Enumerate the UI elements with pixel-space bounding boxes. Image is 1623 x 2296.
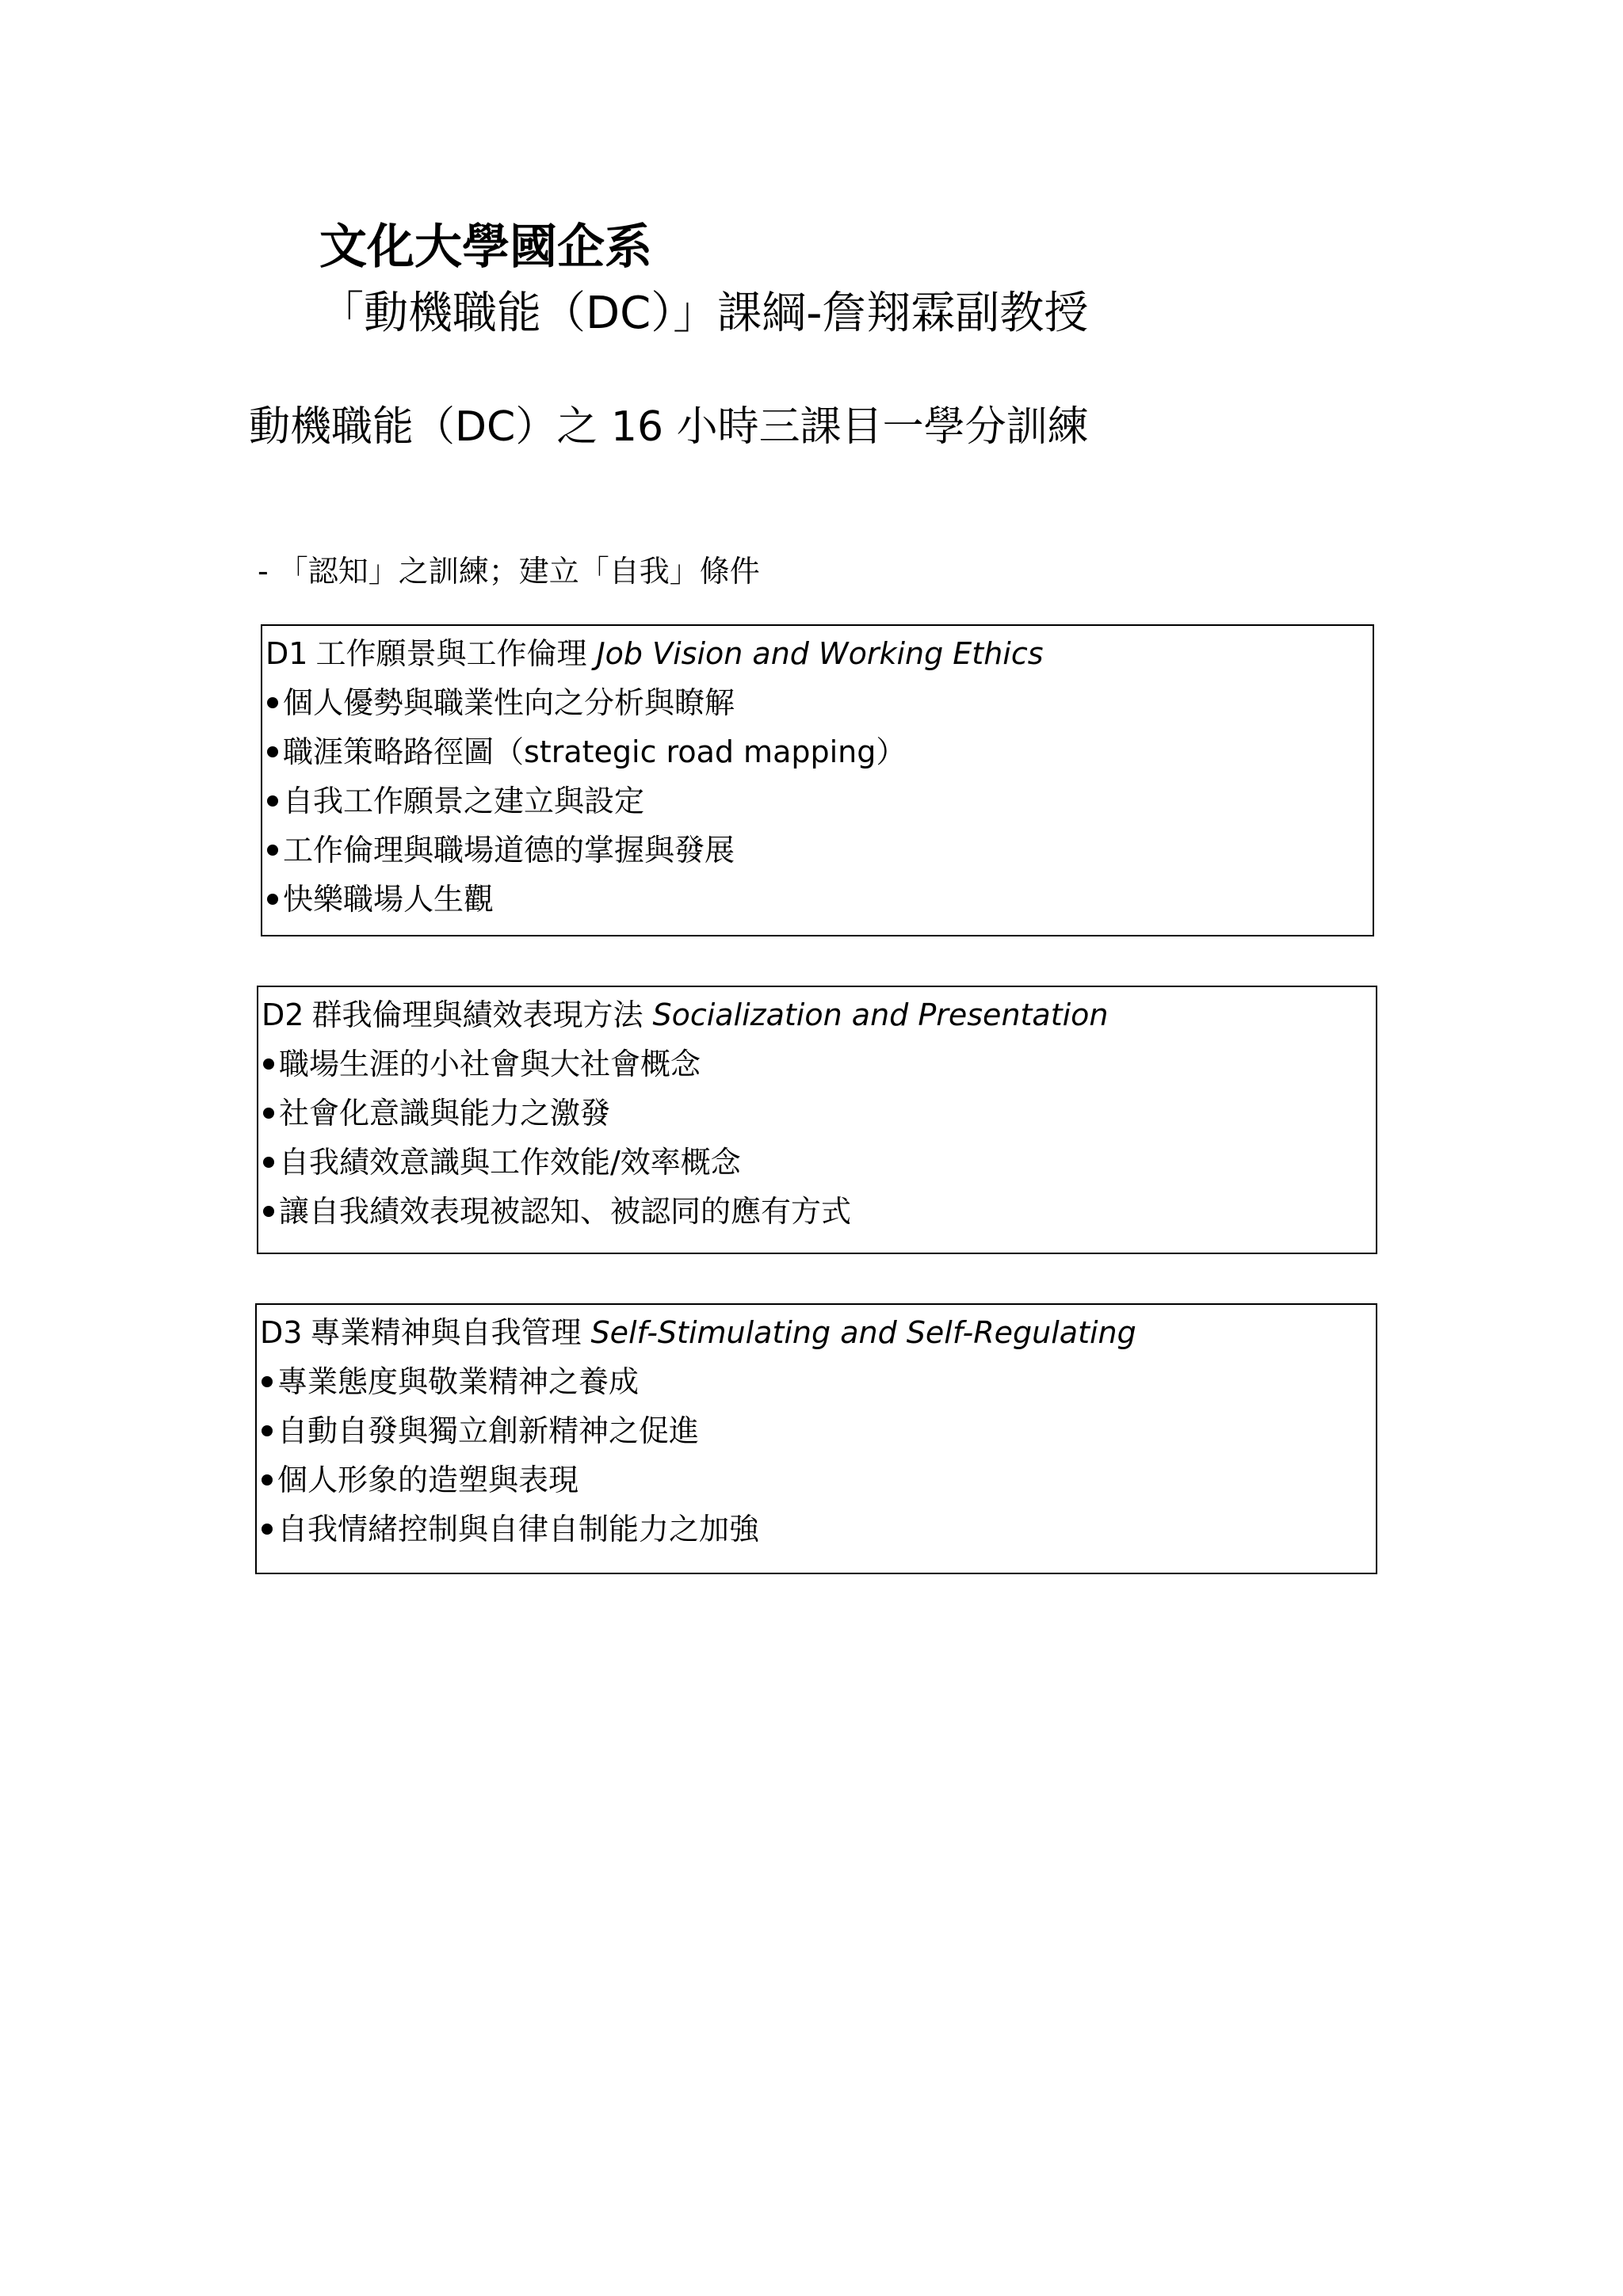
list-item: [262, 1138, 1376, 1187]
bullet-icon: [267, 894, 278, 905]
list-item-text: 自我情緒控制與自律自制能力之加強: [277, 1512, 760, 1547]
bullet-icon: [267, 697, 278, 708]
bullet-icon: [267, 746, 278, 757]
list-item-text: 快樂職場人生觀: [283, 882, 495, 917]
list-item: [262, 1039, 1376, 1089]
module-d1-box: [261, 624, 1374, 936]
module-title-zh: 專業精神與自我管理: [310, 1315, 582, 1350]
module-d2-box: [257, 986, 1377, 1254]
list-item-text: 個人優勢與職業性向之分析與瞭解: [283, 685, 735, 720]
list-item-text: 專業態度與敬業精神之養成: [277, 1364, 640, 1399]
list-item: [260, 1505, 1376, 1554]
module-code: D1: [265, 636, 308, 671]
module-d3-box: [255, 1303, 1377, 1574]
bullet-icon: [267, 845, 278, 856]
list-item-text: 自我工作願景之建立與設定: [283, 784, 645, 818]
list-item-text: 職涯策略路徑圖（strategic road mapping）: [283, 734, 907, 769]
module-header: [260, 1308, 1376, 1357]
module-code: D2: [262, 997, 304, 1032]
list-item-text: 個人形象的造塑與表現: [277, 1463, 579, 1497]
list-item-text: 社會化意識與能力之激發: [279, 1096, 611, 1131]
list-item: [265, 727, 1373, 776]
bullet-icon: [263, 1206, 274, 1217]
list-item-text: 自我績效意識與工作效能/效率概念: [279, 1145, 741, 1180]
list-item-text: 工作倫理與職場道德的掌握與發展: [283, 833, 735, 868]
list-item: [265, 678, 1373, 727]
bullet-icon: [267, 795, 278, 807]
page-title: 文化大學國企系: [319, 219, 652, 275]
list-item: [260, 1357, 1376, 1406]
bullet-icon: [263, 1157, 274, 1168]
module-header: [262, 990, 1376, 1039]
bullet-icon: [263, 1058, 274, 1070]
list-item-text: 職場生涯的小社會與大社會概念: [279, 1047, 701, 1081]
list-item: [265, 826, 1373, 875]
module-title-en: Socialization and Presentation: [652, 997, 1109, 1032]
intro-line: - 「認知」之訓練；建立「自我」條件: [258, 554, 760, 589]
module-title-zh: 工作願景與工作倫理: [315, 636, 587, 671]
section-heading: 動機職能（DC）之 16 小時三課目一學分訓練: [249, 403, 1089, 451]
list-item-text: 自動自發與獨立創新精神之促進: [277, 1413, 700, 1448]
module-code: D3: [260, 1315, 303, 1350]
list-item: [265, 776, 1373, 826]
list-item: [262, 1187, 1376, 1236]
list-item: [260, 1406, 1376, 1455]
bullet-icon: [262, 1474, 273, 1486]
list-item: [262, 1089, 1376, 1138]
bullet-icon: [263, 1108, 274, 1119]
list-item: [260, 1455, 1376, 1505]
bullet-icon: [262, 1425, 273, 1436]
bullet-icon: [262, 1524, 273, 1535]
list-item: [265, 875, 1373, 924]
list-item-text: 讓自我績效表現被認知、被認同的應有方式: [279, 1194, 852, 1229]
module-title-zh: 群我倫理與績效表現方法: [311, 997, 643, 1032]
course-title: 「動機職能（DC）」課綱-詹翔霖副教授: [319, 288, 1089, 339]
bullet-icon: [262, 1376, 273, 1387]
module-title-en: Self-Stimulating and Self-Regulating: [590, 1315, 1136, 1350]
module-title-en: Job Vision and Working Ethics: [596, 636, 1044, 671]
module-header: [265, 629, 1373, 678]
